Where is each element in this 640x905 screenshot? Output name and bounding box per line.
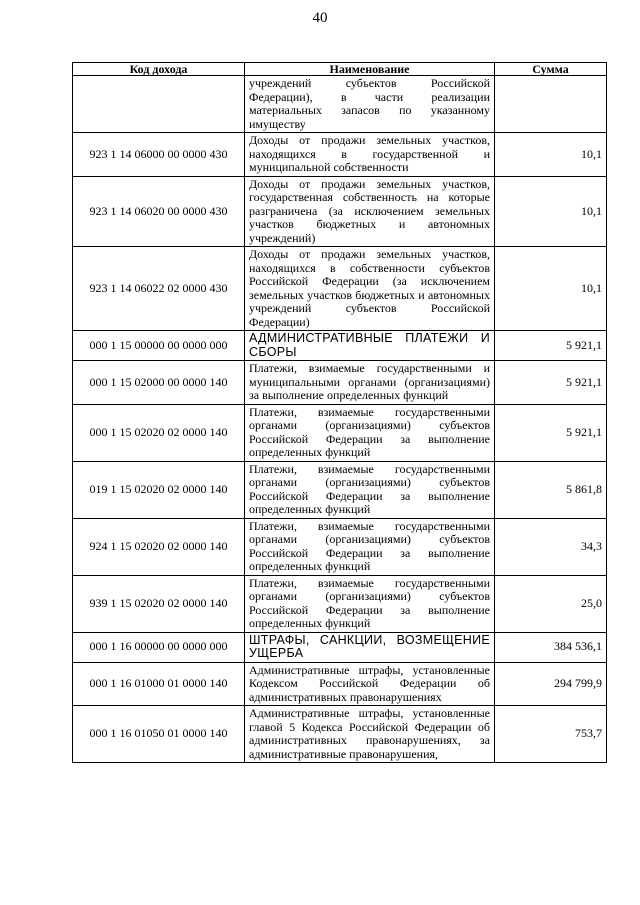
sum-cell: 10,1: [495, 247, 607, 331]
name-cell: Платежи, взимаемые государственными органами (организациями) субъектов Российской Федерации за выполнение определенных функций: [245, 404, 495, 461]
code-cell: 923 1 14 06000 00 0000 430: [73, 133, 245, 177]
code-cell: 019 1 15 02020 02 0000 140: [73, 461, 245, 518]
sum-cell: 5 921,1: [495, 404, 607, 461]
page-number: 40: [312, 10, 328, 26]
table-row: [73, 662, 607, 706]
sum-cell: [495, 76, 607, 133]
sum-cell: 5 921,1: [495, 361, 607, 405]
table-row: [73, 575, 607, 632]
sum-cell: 753,7: [495, 706, 607, 763]
sum-cell: 10,1: [495, 133, 607, 177]
sum-cell: 5 861,8: [495, 461, 607, 518]
header-name: Наименование: [245, 63, 495, 76]
table-header-row: [73, 63, 607, 76]
table-row: [73, 461, 607, 518]
table-row: [73, 247, 607, 331]
code-cell: [73, 76, 245, 133]
table-row: [73, 176, 607, 247]
code-cell: 000 1 16 01050 01 0000 140: [73, 706, 245, 763]
code-cell: 000 1 16 00000 00 0000 000: [73, 632, 245, 662]
code-cell: 923 1 14 06022 02 0000 430: [73, 247, 245, 331]
code-cell: 924 1 15 02020 02 0000 140: [73, 518, 245, 575]
table-row: [73, 404, 607, 461]
code-cell: 000 1 15 00000 00 0000 000: [73, 331, 245, 361]
table-row: [73, 133, 607, 177]
name-cell: Административные штрафы, установленные Кодексом Российской Федерации об административных правонарушениях: [245, 662, 495, 706]
sum-cell: 384 536,1: [495, 632, 607, 662]
name-cell: Доходы от продажи земельных участков, находящихся в собственности субъектов Российской Федерации (за исключением земельных участков бюджетных и автономных учреждений субъектов Российской Федерации): [245, 247, 495, 331]
name-cell: ШТРАФЫ, САНКЦИИ, ВОЗМЕЩЕНИЕ УЩЕРБА: [245, 632, 495, 662]
header-code: Код дохода: [73, 63, 245, 76]
sum-cell: 5 921,1: [495, 331, 607, 361]
name-cell: АДМИНИСТРАТИВНЫЕ ПЛАТЕЖИ И СБОРЫ: [245, 331, 495, 361]
name-cell: Платежи, взимаемые государственными органами (организациями) субъектов Российской Федерации за выполнение определенных функций: [245, 575, 495, 632]
name-cell: Платежи, взимаемые государственными органами (организациями) субъектов Российской Федерации за выполнение определенных функций: [245, 518, 495, 575]
table-row: [73, 76, 607, 133]
table-row: [73, 361, 607, 405]
name-cell: Доходы от продажи земельных участков, государственная собственность на которые разграничена (за исключением земельных участков бюджетных и автономных учреждений): [245, 176, 495, 247]
table-row: [73, 518, 607, 575]
name-cell: Платежи, взимаемые государственными органами (организациями) субъектов Российской Федерации за выполнение определенных функций: [245, 461, 495, 518]
revenue-table: [72, 62, 607, 763]
header-sum: Сумма: [495, 63, 607, 76]
name-cell: Платежи, взимаемые государственными и муниципальными органами (организациями) за выполнение определенных функций: [245, 361, 495, 405]
sum-cell: 25,0: [495, 575, 607, 632]
code-cell: 939 1 15 02020 02 0000 140: [73, 575, 245, 632]
table-row: [73, 706, 607, 763]
name-cell: Административные штрафы, установленные главой 5 Кодекса Российской Федерации об административных правонарушениях, за административные правонарушения,: [245, 706, 495, 763]
name-cell: Доходы от продажи земельных участков, находящихся в государственной и муниципальной собственности: [245, 133, 495, 177]
code-cell: 000 1 16 01000 01 0000 140: [73, 662, 245, 706]
table-row: [73, 632, 607, 662]
code-cell: 923 1 14 06020 00 0000 430: [73, 176, 245, 247]
code-cell: 000 1 15 02020 02 0000 140: [73, 404, 245, 461]
name-cell: учреждений субъектов Российской Федерации), в части реализации материальных запасов по указанному имуществу: [245, 76, 495, 133]
sum-cell: 294 799,9: [495, 662, 607, 706]
sum-cell: 34,3: [495, 518, 607, 575]
code-cell: 000 1 15 02000 00 0000 140: [73, 361, 245, 405]
sum-cell: 10,1: [495, 176, 607, 247]
table-row: [73, 331, 607, 361]
